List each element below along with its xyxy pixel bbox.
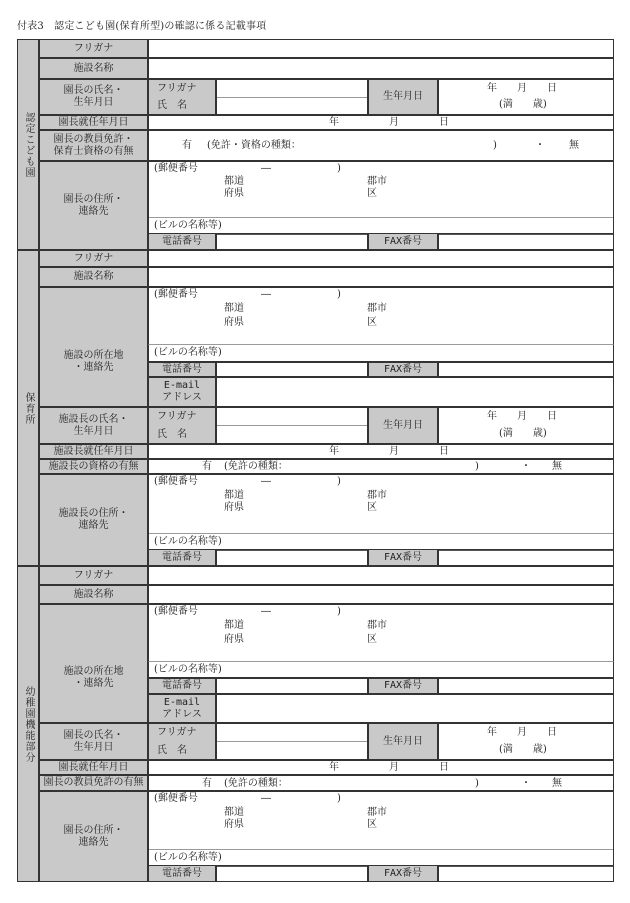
email-field[interactable] (216, 377, 614, 407)
section-label-hoikusho: 保育所 (17, 250, 39, 566)
fax-label: FAX番号 (368, 362, 438, 377)
furigana-field[interactable] (148, 39, 614, 58)
birth-date-label: 生年月日 (368, 79, 438, 115)
fax-field[interactable] (438, 678, 614, 694)
director-qualification-field[interactable]: 有 (免許の種類： ) ・ 無 (148, 459, 614, 474)
birth-date-label: 生年月日 (368, 723, 438, 760)
fax-field[interactable] (438, 233, 614, 250)
building-field[interactable]: (ビルの名称等) (148, 344, 614, 362)
facility-location-label: 施設の所在地 ・連絡先 (39, 604, 148, 723)
fax-field[interactable] (438, 362, 614, 377)
principal-birth-field[interactable]: 年 月 日 (満 歳) (438, 79, 614, 115)
furigana-label: フリガナ (39, 39, 148, 58)
birth-date-label: 生年月日 (368, 407, 438, 444)
furigana-label: フリガナ (39, 250, 148, 267)
fax-label: FAX番号 (368, 233, 438, 250)
phone-field[interactable] (216, 549, 368, 566)
fax-field[interactable] (438, 865, 614, 882)
director-address-label: 施設長の住所・ 連絡先 (39, 474, 148, 566)
name-sublabel: フリガナ 氏 名 (148, 407, 216, 444)
facility-location-label: 施設の所在地 ・連絡先 (39, 287, 148, 407)
principal-name-birth-label: 園長の氏名・ 生年月日 (39, 723, 148, 760)
facility-address-field[interactable]: (郵便番号 ― ) 都道 府県 郡市 区 (148, 604, 614, 661)
principal-appointed-label: 園長就任年月日 (39, 760, 148, 775)
director-appointed-label: 施設長就任年月日 (39, 444, 148, 459)
director-name-field[interactable] (216, 407, 368, 444)
principal-name-field[interactable] (216, 79, 368, 115)
principal-appointed-field[interactable]: 年 月 日 (148, 760, 614, 775)
furigana-label: フリガナ (39, 566, 148, 585)
phone-field[interactable] (216, 362, 368, 377)
license-answer-field[interactable]: 有 (免許・資格の種類： ) ・ 無 (148, 130, 614, 161)
principal-address-label: 園長の住所・ 連絡先 (39, 791, 148, 882)
principal-address-label: 園長の住所・ 連絡先 (39, 161, 148, 250)
phone-field[interactable] (216, 678, 368, 694)
director-birth-field[interactable]: 年 月 日 (満 歳) (438, 407, 614, 444)
principal-address-field[interactable]: (郵便番号 ― ) 都道 府県 郡市 区 (ビルの名称等) (148, 161, 614, 250)
email-label: E-mail アドレス (148, 377, 216, 407)
facility-name-label: 施設名称 (39, 58, 148, 79)
facility-name-field[interactable] (148, 267, 614, 287)
application-form-table (17, 39, 614, 882)
building-field[interactable]: (ビルの名称等) (148, 661, 614, 678)
furigana-field[interactable] (148, 250, 614, 267)
director-qualification-label: 施設長の資格の有無 (39, 459, 148, 474)
director-address-field[interactable]: (郵便番号 ― ) 都道 府県 郡市 区 (ビルの名称等) (148, 474, 614, 566)
name-sublabel: フリガナ 氏 名 (148, 723, 216, 760)
name-sublabel: フリガナ 氏 名 (148, 79, 216, 115)
director-name-birth-label: 施設長の氏名・ 生年月日 (39, 407, 148, 444)
section-label-yochien: 幼稚園機能部分 (17, 566, 39, 882)
principal-appointed-label: 園長就任年月日 (39, 115, 148, 130)
principal-birth-field[interactable]: 年 月 日 (満 歳) (438, 723, 614, 760)
principal-appointed-field[interactable]: 年 月 日 (148, 115, 614, 130)
fax-label: FAX番号 (368, 549, 438, 566)
fax-label: FAX番号 (368, 865, 438, 882)
page-title: 付表3 認定こども園(保育所型)の確認に係る記載事項 (17, 21, 267, 32)
phone-label: 電話番号 (148, 549, 216, 566)
facility-name-label: 施設名称 (39, 585, 148, 604)
facility-address-field[interactable]: (郵便番号 ― ) 都道 府県 郡市 区 (148, 287, 614, 344)
phone-field[interactable] (216, 233, 368, 250)
section-label-nintei: 認定こども園 (17, 39, 39, 250)
phone-label: 電話番号 (148, 678, 216, 694)
principal-name-field[interactable] (216, 723, 368, 760)
phone-field[interactable] (216, 865, 368, 882)
facility-name-field[interactable] (148, 58, 614, 79)
phone-label: 電話番号 (148, 233, 216, 250)
license-question-label: 園長の教員免許・ 保育士資格の有無 (39, 130, 148, 161)
email-field[interactable] (216, 694, 614, 723)
fax-field[interactable] (438, 549, 614, 566)
phone-label: 電話番号 (148, 362, 216, 377)
furigana-field[interactable] (148, 566, 614, 585)
phone-label: 電話番号 (148, 865, 216, 882)
director-appointed-field[interactable]: 年 月 日 (148, 444, 614, 459)
email-label: E-mail アドレス (148, 694, 216, 723)
facility-name-label: 施設名称 (39, 267, 148, 287)
principal-name-birth-label: 園長の氏名・ 生年月日 (39, 79, 148, 115)
fax-label: FAX番号 (368, 678, 438, 694)
facility-name-field[interactable] (148, 585, 614, 604)
principal-license-field[interactable]: 有 (免許の種類： ) ・ 無 (148, 775, 614, 791)
principal-license-label: 園長の教員免許の有無 (39, 775, 148, 791)
principal-address-field[interactable]: (郵便番号 ― ) 都道 府県 郡市 区 (ビルの名称等) (148, 791, 614, 882)
